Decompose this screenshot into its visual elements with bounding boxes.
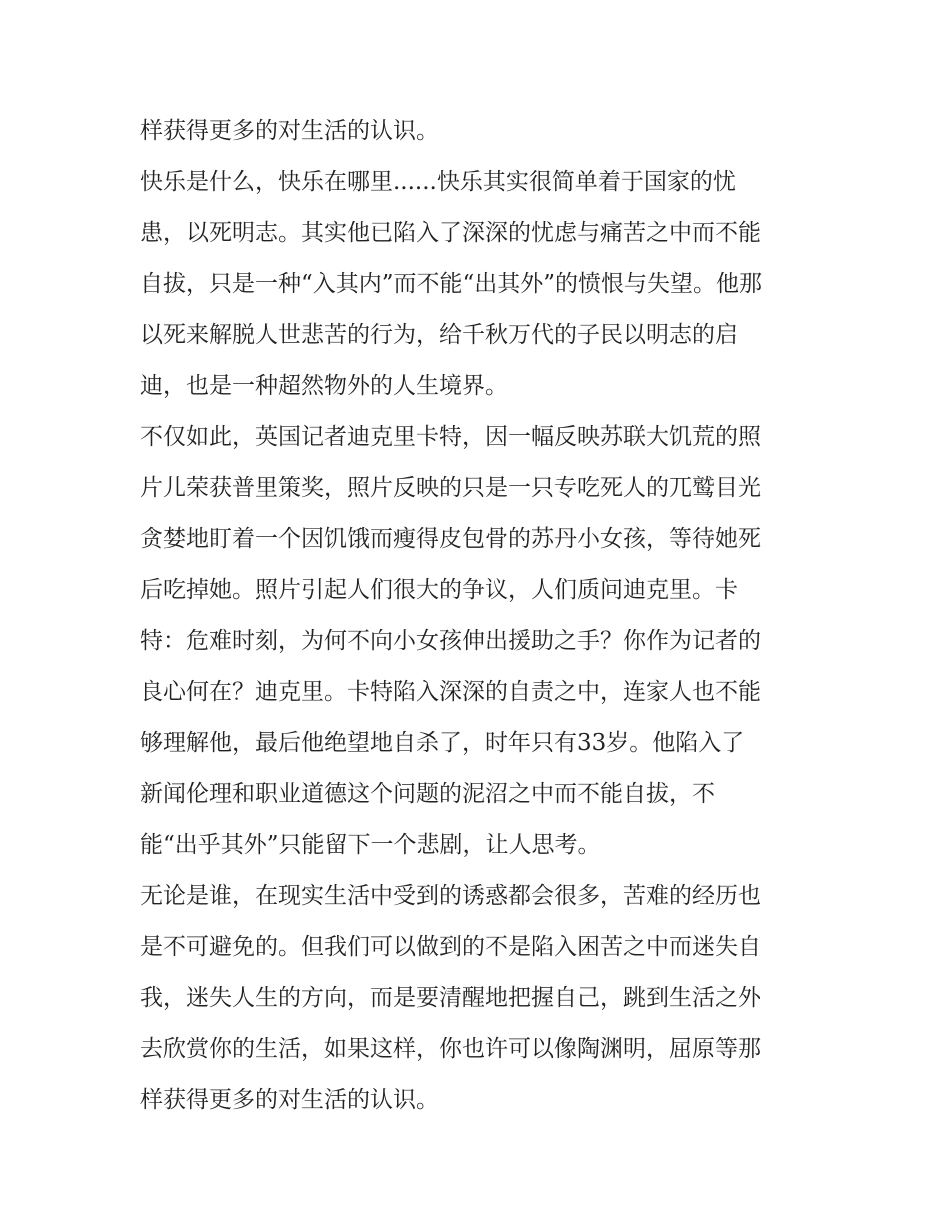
body-text	[140, 106, 830, 1126]
text-line: 自拔，只是一种“入其内”而不能“出其外”的愤恨与失望。他那	[140, 271, 763, 297]
text-line: 以死来解脱人世悲苦的行为，给千秋万代的子民以明志的启	[140, 322, 738, 348]
text-line: 能“出乎其外”只能留下一个悲剧，让人思考。	[140, 832, 601, 858]
text-line: 后吃掉她。照片引起人们很大的争议，人们质问迪克里。卡	[140, 577, 738, 603]
text-line: 样获得更多的对生活的认识。	[140, 1087, 439, 1113]
text-line: 特：危难时刻，为何不向小女孩伸出援助之手？你作为记者的	[140, 628, 761, 654]
text-line: 快乐是什么，快乐在哪里......快乐其实很简单着于国家的忧	[140, 169, 736, 195]
text-line: 我，迷失人生的方向，而是要清醒地把握自己，跳到生活之外	[140, 985, 761, 1011]
text-line: 无论是谁，在现实生活中受到的诱惑都会很多，苦难的经历也	[140, 883, 761, 909]
text-line: 样获得更多的对生活的认识。	[140, 118, 439, 144]
text-line: 新闻伦理和职业道德这个问题的泥沼之中而不能自拔，不	[140, 781, 715, 807]
text-line: 片儿荣获普里策奖，照片反映的只是一只专吃死人的兀鹫目光	[140, 475, 761, 501]
text-line: 是不可避免的。但我们可以做到的不是陷入困苦之中而迷失自	[140, 934, 761, 960]
text-line: 不仅如此，英国记者迪克里卡特，因一幅反映苏联大饥荒的照	[140, 424, 761, 450]
text-line: 迪，也是一种超然物外的人生境界。	[140, 373, 508, 399]
text-line: 去欣赏你的生活，如果这样，你也许可以像陶渊明，屈原等那	[140, 1036, 761, 1062]
text-line: 够理解他，最后他绝望地自杀了，时年只有33岁。他陷入了	[140, 730, 745, 756]
text-line: 良心何在？迪克里。卡特陷入深深的自责之中，连家人也不能	[140, 679, 761, 705]
text-line: 贪婪地盯着一个因饥饿而瘦得皮包骨的苏丹小女孩，等待她死	[140, 526, 761, 552]
text-line: 患，以死明志。其实他已陷入了深深的忧虑与痛苦之中而不能	[140, 220, 761, 246]
